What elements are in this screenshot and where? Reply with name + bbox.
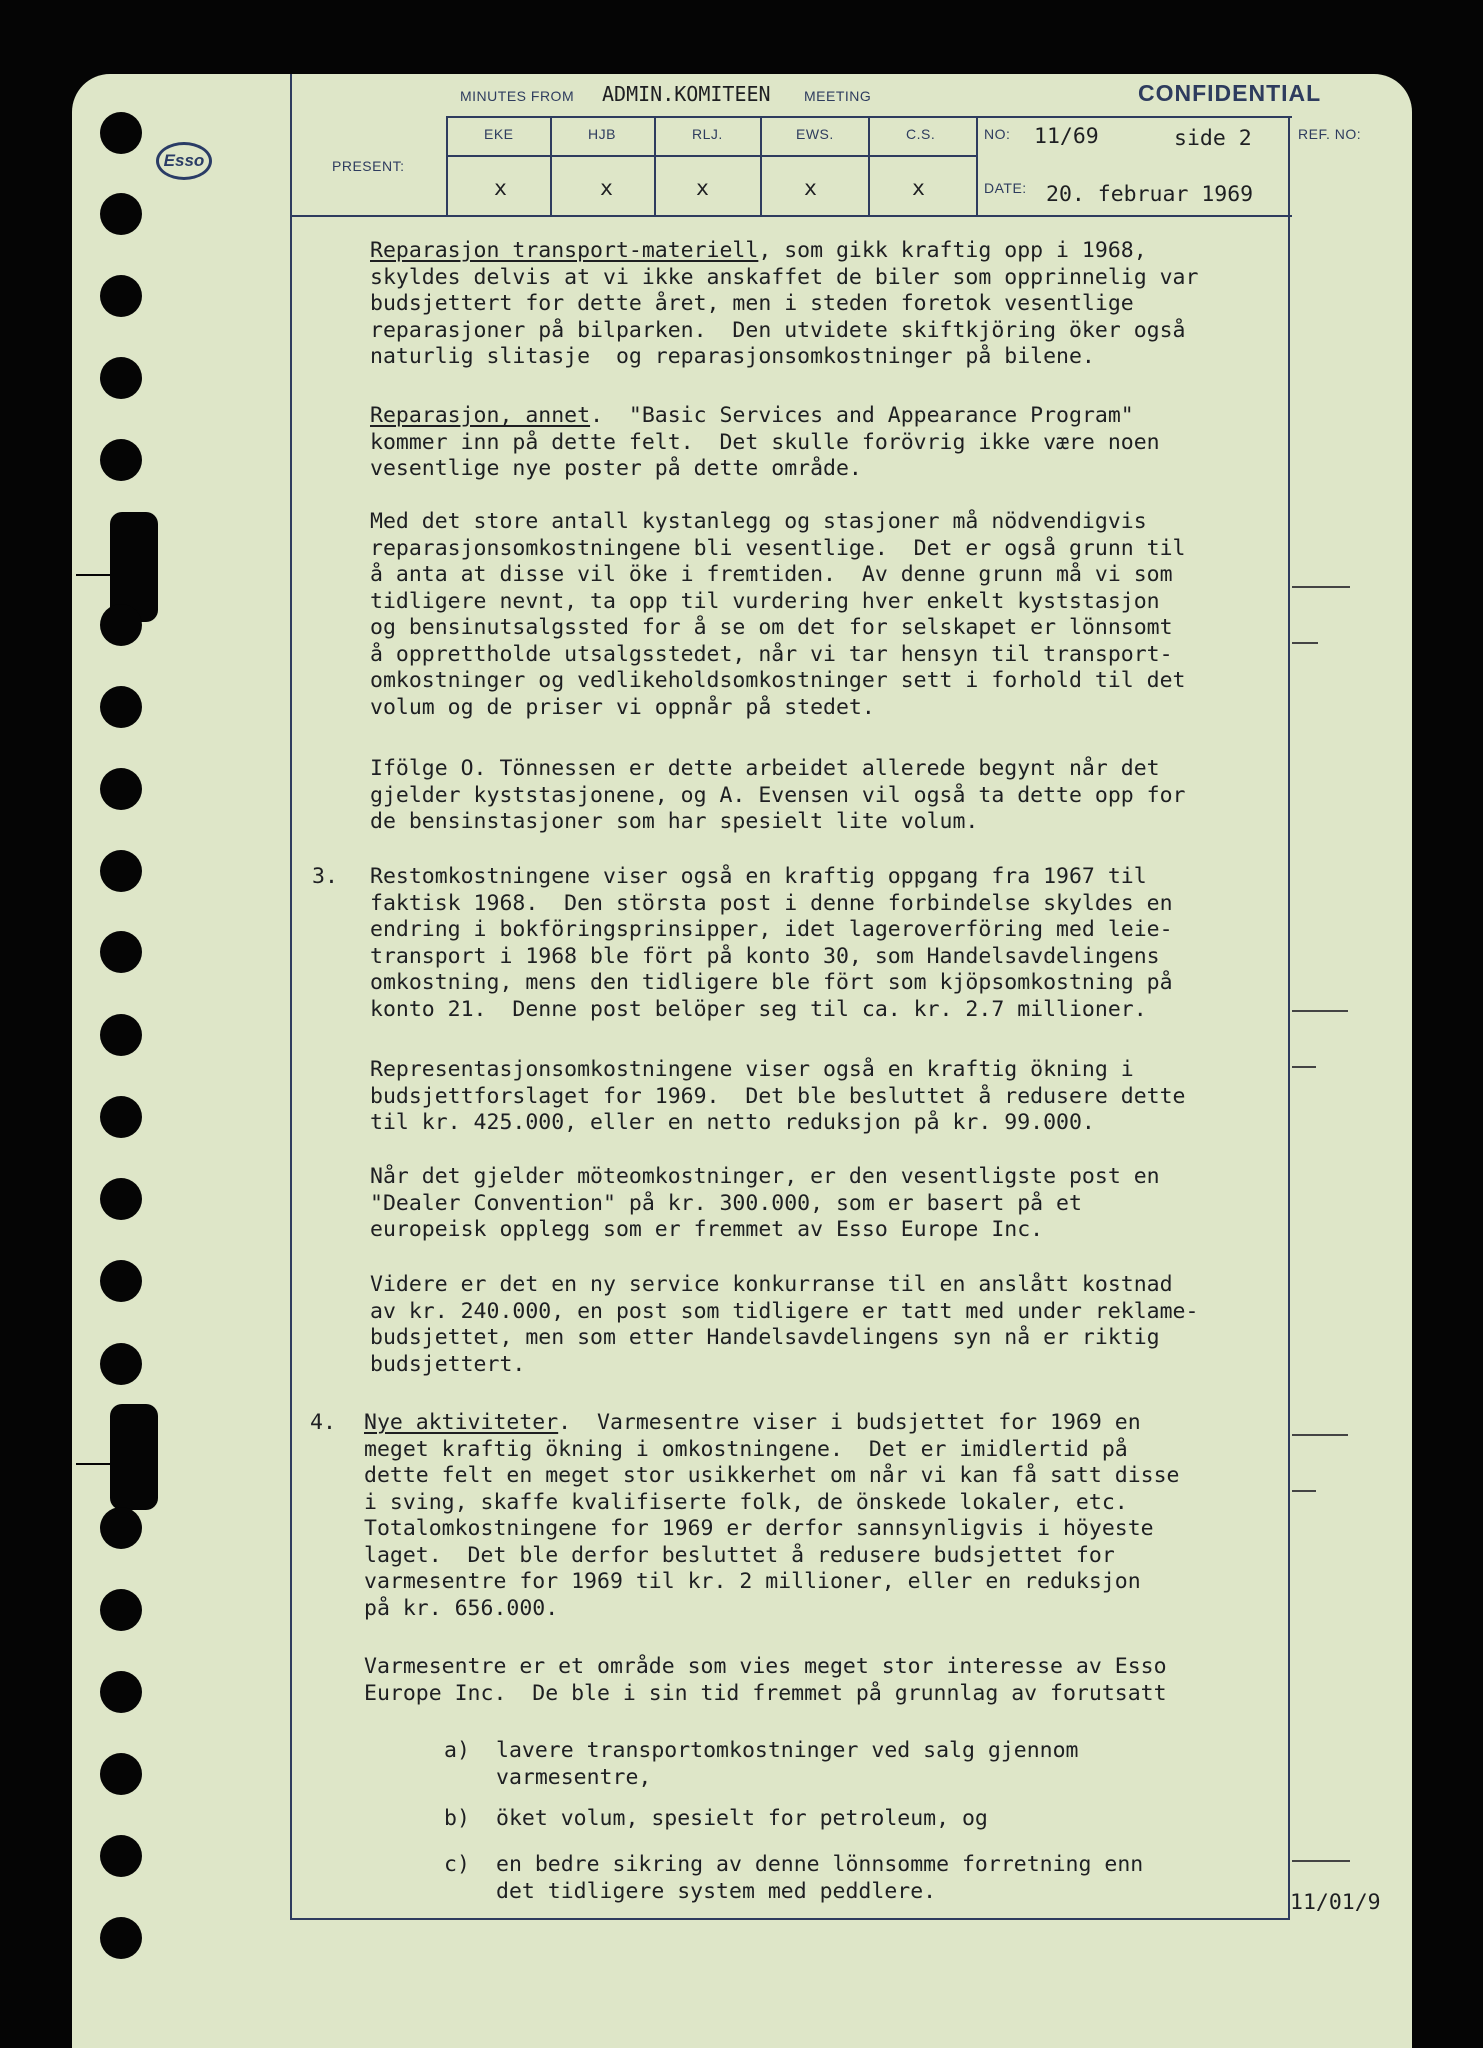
binder-hole xyxy=(100,1014,142,1056)
binder-tab-line xyxy=(76,1463,136,1465)
minutes-number: 11/69 xyxy=(1034,124,1099,149)
form-header-bottom-line xyxy=(290,215,1292,217)
esso-logo: Esso xyxy=(156,142,212,180)
list-label: c) xyxy=(444,1852,470,1877)
committee-name: ADMIN.KOMITEEN xyxy=(602,82,771,106)
list-item: lavere transportomkostninger ved salg gjennom varmesentre, xyxy=(496,1738,1079,1790)
attendee-initials: C.S. xyxy=(906,126,936,142)
meeting-date: 20. februar 1969 xyxy=(1046,182,1254,207)
date-label: DATE: xyxy=(984,180,1027,196)
margin-mark xyxy=(1292,1490,1316,1492)
binder-hole xyxy=(100,604,142,646)
binder-hole xyxy=(100,275,142,317)
form-col-line xyxy=(976,116,978,216)
paragraph-rest-costs: Restomkostningene viser også en kraftig oppgang fra 1967 til faktisk 1968. Den största post i denne forbindelse skyldes en endring i bokföringsprinsipper, idet lageroverföring med leie- transport i 1968 ble fört på konto 30, som Handelsavdelingens omkostning, mens den tidligere ble fört som kjöpsomkostning på konto 21. Denne post belöper seg til ca. kr. 2.7 millioner. xyxy=(370,864,1173,1022)
present-label: PRESENT: xyxy=(332,158,405,174)
paragraph-tonnessen: Ifölge O. Tönnessen er dette arbeidet allerede begynt når det gjelder kyststasjonene, og A. Evensen vil også ta dette opp for de bensinstasjoner som har spesielt lite volum. xyxy=(370,756,1186,834)
binder-hole xyxy=(100,1753,142,1795)
binder-hole xyxy=(100,768,142,810)
attendance-mark: x xyxy=(494,176,507,201)
margin-mark xyxy=(1292,1010,1348,1012)
item-number: 3. xyxy=(312,864,338,889)
confidential-label: CONFIDENTIAL xyxy=(1138,80,1322,106)
binder-hole xyxy=(100,1589,142,1631)
paragraph-new-activities: Nye aktiviteter. Varmesentre viser i budsjettet for 1969 en meget kraftig ökning i omkostningene. Det er imidlertid på dette felt en meget stor usikkerhet om når vi kan få satt disse i sving, skaffe kvalifiserte folk, de önskede lokaler, etc. Totalomkostningene for 1969 er derfor sannsynligvis i höyeste laget. Det ble derfor besluttet å redusere budsjettet for varmesentre for 1969 til kr. 2 millioner, eller en reduksjon på kr. 656.000. xyxy=(364,1410,1180,1621)
margin-mark xyxy=(1292,586,1350,588)
item-number: 4. xyxy=(310,1410,336,1435)
form-bottom-line xyxy=(290,1918,1290,1920)
list-item: en bedre sikring av denne lönnsomme forretning enn det tidligere system med peddlere. xyxy=(496,1852,1144,1904)
section-heading: Reparasjon transport-materiell xyxy=(370,238,759,263)
form-col-line xyxy=(1288,116,1290,1920)
binder-hole xyxy=(100,112,142,154)
binder-hole xyxy=(100,1096,142,1138)
form-col-line xyxy=(550,116,552,216)
form-col-line xyxy=(868,116,870,216)
form-header-mid-line xyxy=(446,155,976,157)
paragraph-coastal-stations: Med det store antall kystanlegg og stasjoner må nödvendigvis reparasjonsomkostningene bli vesentlige. Det er også grunn til å anta at disse vil öke i fremtiden. Av denne grunn må vi som tidligere nevnt, ta opp til vurdering hver enkelt kyststasjon og bensinutsalgssted for å se om det for selskapet er lönnsomt å opprettholde utsalgsstedet, når vi tar hensyn til transport- omkostninger og vedlikeholdsomkostninger sett i forhold til det volum og de priser vi oppnår på stedet. xyxy=(370,509,1186,720)
binder-hole xyxy=(100,1917,142,1959)
minutes-from-label: MINUTES FROM xyxy=(460,88,575,104)
margin-mark xyxy=(1292,1066,1316,1068)
margin-mark xyxy=(1292,1434,1348,1436)
attendee-initials: HJB xyxy=(588,126,616,142)
paragraph-meeting-costs: Når det gjelder möteomkostninger, er den vesentligste post en "Dealer Convention" på kr. 300.000, som er basert på et europeisk opplegg som er fremmet av Esso Europe Inc. xyxy=(370,1164,1160,1242)
binder-hole xyxy=(100,357,142,399)
margin-mark xyxy=(1292,642,1318,644)
binder-hole xyxy=(100,931,142,973)
binder-hole xyxy=(100,439,142,481)
binder-hole xyxy=(100,1671,142,1713)
binder-tab-line xyxy=(76,574,136,576)
section-heading: Reparasjon, annet xyxy=(370,403,591,428)
ref-no-label: REF. NO: xyxy=(1298,126,1362,142)
form-left-border xyxy=(290,74,292,1920)
binder-hole xyxy=(100,1343,142,1385)
binder-hole xyxy=(100,1260,142,1302)
list-label: a) xyxy=(444,1738,470,1763)
attendee-initials: EWS. xyxy=(796,126,834,142)
meeting-label: MEETING xyxy=(804,88,872,104)
attendance-mark: x xyxy=(600,176,613,201)
list-label: b) xyxy=(444,1806,470,1831)
paragraph-service-contest: Videre er det en ny service konkurranse til en anslått kostnad av kr. 240.000, en post som tidligere er tatt med under reklame- budsjettet, men som etter Handelsavdelingens syn nå er riktig budsjettert. xyxy=(370,1272,1199,1377)
paragraph-other-repairs: Reparasjon, annet. "Basic Services and Appearance Program" kommer inn på dette felt. Det skulle forövrig ikke være noen vesentlige nye poster på dette område. xyxy=(370,403,1160,481)
form-col-line xyxy=(446,116,448,216)
list-item: öket volum, spesielt for petroleum, og xyxy=(496,1806,988,1831)
attendance-mark: x xyxy=(912,176,925,201)
form-col-line xyxy=(760,116,762,216)
paragraph-representation: Representasjonsomkostningene viser også en kraftig ökning i budsjettforslaget for 1969. Det ble besluttet å redusere dette til kr. 425.000, eller en netto reduksjon på kr. 99.000. xyxy=(370,1057,1186,1135)
attendance-mark: x xyxy=(804,176,817,201)
binder-hole xyxy=(100,1507,142,1549)
attendance-mark: x xyxy=(696,176,709,201)
binder-hole xyxy=(100,686,142,728)
section-heading: Nye aktiviteter xyxy=(364,1410,559,1435)
margin-mark xyxy=(1292,1860,1350,1862)
footer-reference: 11/01/9 xyxy=(1290,1890,1381,1915)
binder-hole xyxy=(100,1835,142,1877)
paragraph-heating-centres: Varmesentre er et område som vies meget stor interesse av Esso Europe Inc. De ble i sin tid fremmet på grunnlag av forutsatt xyxy=(364,1654,1167,1706)
attendee-initials: EKE xyxy=(484,126,514,142)
attendee-initials: RLJ. xyxy=(692,126,723,142)
binder-hole xyxy=(100,1178,142,1220)
binder-hole xyxy=(100,193,142,235)
binder-tab xyxy=(110,1404,158,1510)
no-label: NO: xyxy=(984,126,1011,142)
paragraph-transport-repairs: Reparasjon transport-materiell, som gikk kraftig opp i 1968, skyldes delvis at vi ikke anskaffet de biler som opprinnelig var budsjettert for dette året, men i steden foretok vesentlige reparasjoner på bilparken. Den utvidete skiftkjöring öker også naturlig slitasje og reparasjonsomkostninger på bilene. xyxy=(370,238,1199,369)
form-col-line xyxy=(654,116,656,216)
page-number: side 2 xyxy=(1174,126,1252,151)
binder-hole xyxy=(100,850,142,892)
